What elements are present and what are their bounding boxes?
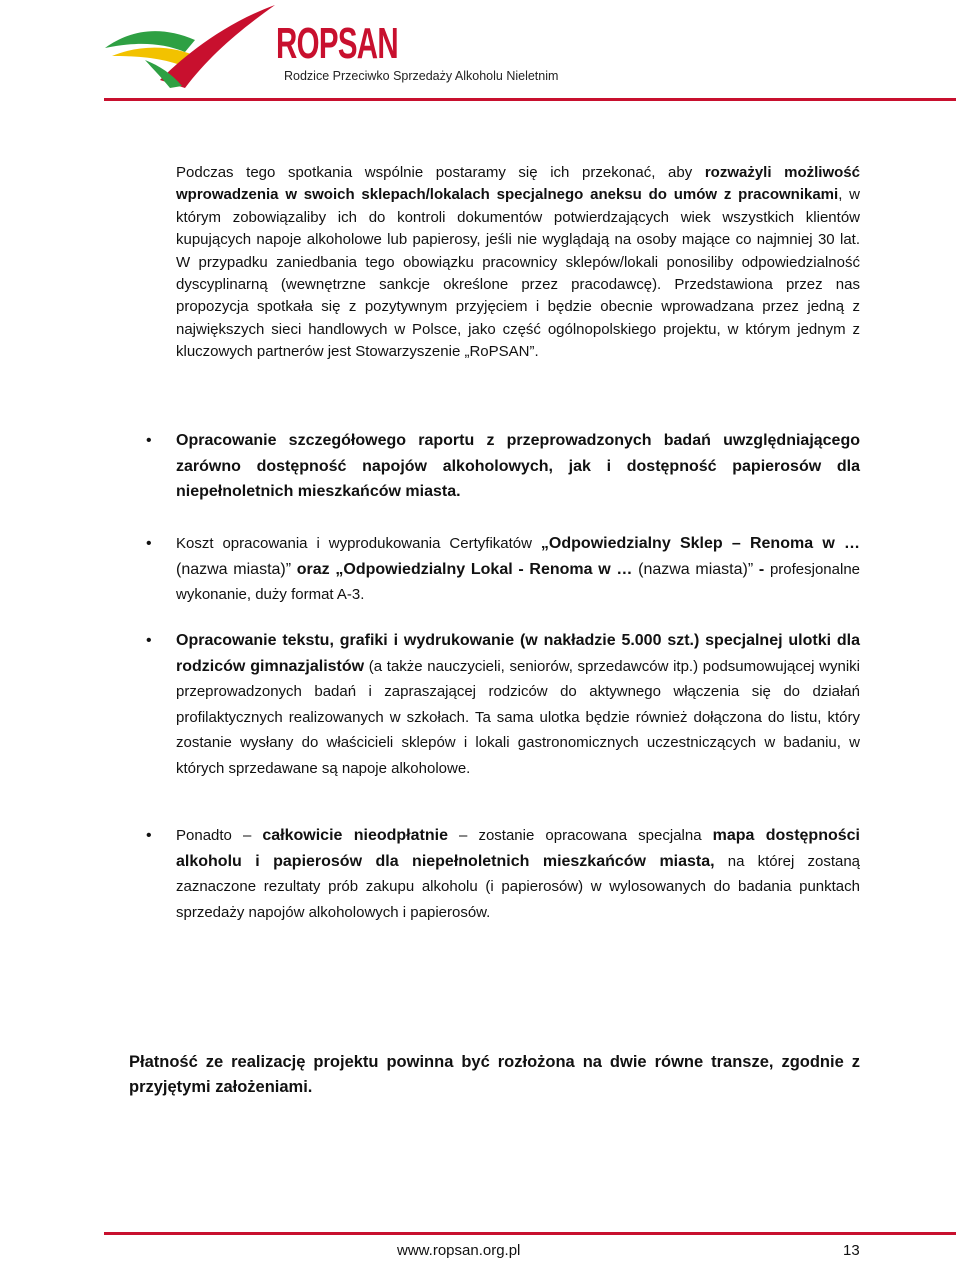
logo-text: ROPSAN: [276, 19, 398, 68]
intro-paragraph: [176, 162, 860, 364]
bullet-leaflet: [146, 628, 861, 781]
bullet-certificates: [146, 531, 861, 608]
map-bold-2: mapa dostępności alkoholu i papierosów dla niepełnoletnich mieszkańców miasta,: [176, 827, 860, 870]
map-text-2: – zostanie opracowana specjalna: [447, 827, 713, 844]
page-number: 13: [843, 1242, 860, 1259]
header-divider: [104, 98, 956, 101]
map-text-3: na której zostaną zaznaczone rezultaty prób zakupu alkoholu (i papierosów) w wylosowanych do badania punktach sprzedaży napojów alkoholowych i papierosów.: [176, 852, 861, 921]
cert-text-5: (nazwa miasta)”: [632, 560, 759, 578]
bullet-dot: •: [146, 827, 152, 844]
bullet-dot: •: [146, 535, 152, 552]
leaflet-bold: Opracowanie tekstu, grafiki i wydrukowanie (w nakładzie 5.000 szt.) specjalnej ulotki dla rodziców gimnazjalistów: [176, 632, 860, 675]
intro-section: [176, 162, 860, 364]
closing-statement: Płatność ze realizację projektu powinna być rozłożona na dwie równe transze, zgodnie z przyjętymi założeniami.: [129, 1053, 860, 1096]
map-text-1: Ponadto –: [176, 827, 263, 844]
leaflet-text: (a także nauczycieli, seniorów, sprzedawców itp.) podsumowującej wyniki przeprowadzonych badań i zapraszającej rodziców do aktywnego włączenia się do działań profilaktycznych realizowanych w szkołach. Ta sama ulotka będzie również dołączona do listu, który zostanie wysłany do właścicieli sklepów i lokali gastronomicznych uczestniczących w badaniu, w których sprzedawane są napoje alkoholowe.: [176, 657, 861, 777]
intro-text-bold: rozważyli możliwość wprowadzenia w swoich sklepach/lokalach specjalnego aneksu do umów z pracownikami: [176, 164, 860, 204]
footer-divider: [104, 1232, 956, 1235]
cert-text-3: (nazwa miasta)”: [176, 560, 297, 578]
cert-text-1: Koszt opracowania i wyprodukowania Certyfikatów: [176, 535, 541, 552]
cert-text-4: oraz „Odpowiedzialny Lokal - Renoma w …: [296, 560, 633, 578]
bullet-dot: •: [146, 432, 152, 449]
cert-text-6: -: [758, 560, 770, 578]
intro-text-c: , w którym zobowiązaliby ich do kontroli dokumentów potwierdzających wiek wszystkich klientów kupujących napoje alkoholowe lub papierosy, jeśli nie wyglądają na osoby mające co najmniej 30 lat. W przypadku zaniedbania tego obowiązku pracownicy sklepów/lokali ponosiliby odpowiedzialność dyscyplinarną (wewnętrzne sankcje określone przez pracodawcę). Przedstawiona przez nas propozycja spotkała się z pozytywnym przyjęciem i będzie obecnie wprowadzana przez jedną z największych sieci handlowych w Polsce, jako część ogólnopolskiego projektu, w którym jednym z kluczowych partnerów jest Stowarzyszenie „RoPSAN”.: [176, 186, 860, 361]
page-header: [0, 0, 960, 110]
bullet-dot: •: [146, 632, 152, 649]
cert-text-7: profesjonalne wykonanie, duży format A-3.: [176, 560, 861, 603]
bullet-report: [146, 428, 860, 505]
cert-text-2: „Odpowiedzialny Sklep – Renoma w …: [540, 535, 861, 552]
bullet-map: [146, 823, 861, 925]
footer-url-link[interactable]: www.ropsan.org.pl: [397, 1242, 521, 1259]
intro-text-a: Podczas tego spotkania wspólnie postaramy się ich przekonać, aby: [176, 164, 705, 181]
header-tagline: Rodzice Przeciwko Sprzedaży Alkoholu Nieletnim: [284, 69, 559, 83]
map-bold-1: całkowicie nieodpłatnie: [262, 827, 448, 844]
bullet-report-text: Opracowanie szczegółowego raportu z przeprowadzonych badań uwzględniającego zarówno dostępność napojów alkoholowych, jak i dostępność papierosów dla niepełnoletnich mieszkańców miasta.: [176, 432, 860, 500]
